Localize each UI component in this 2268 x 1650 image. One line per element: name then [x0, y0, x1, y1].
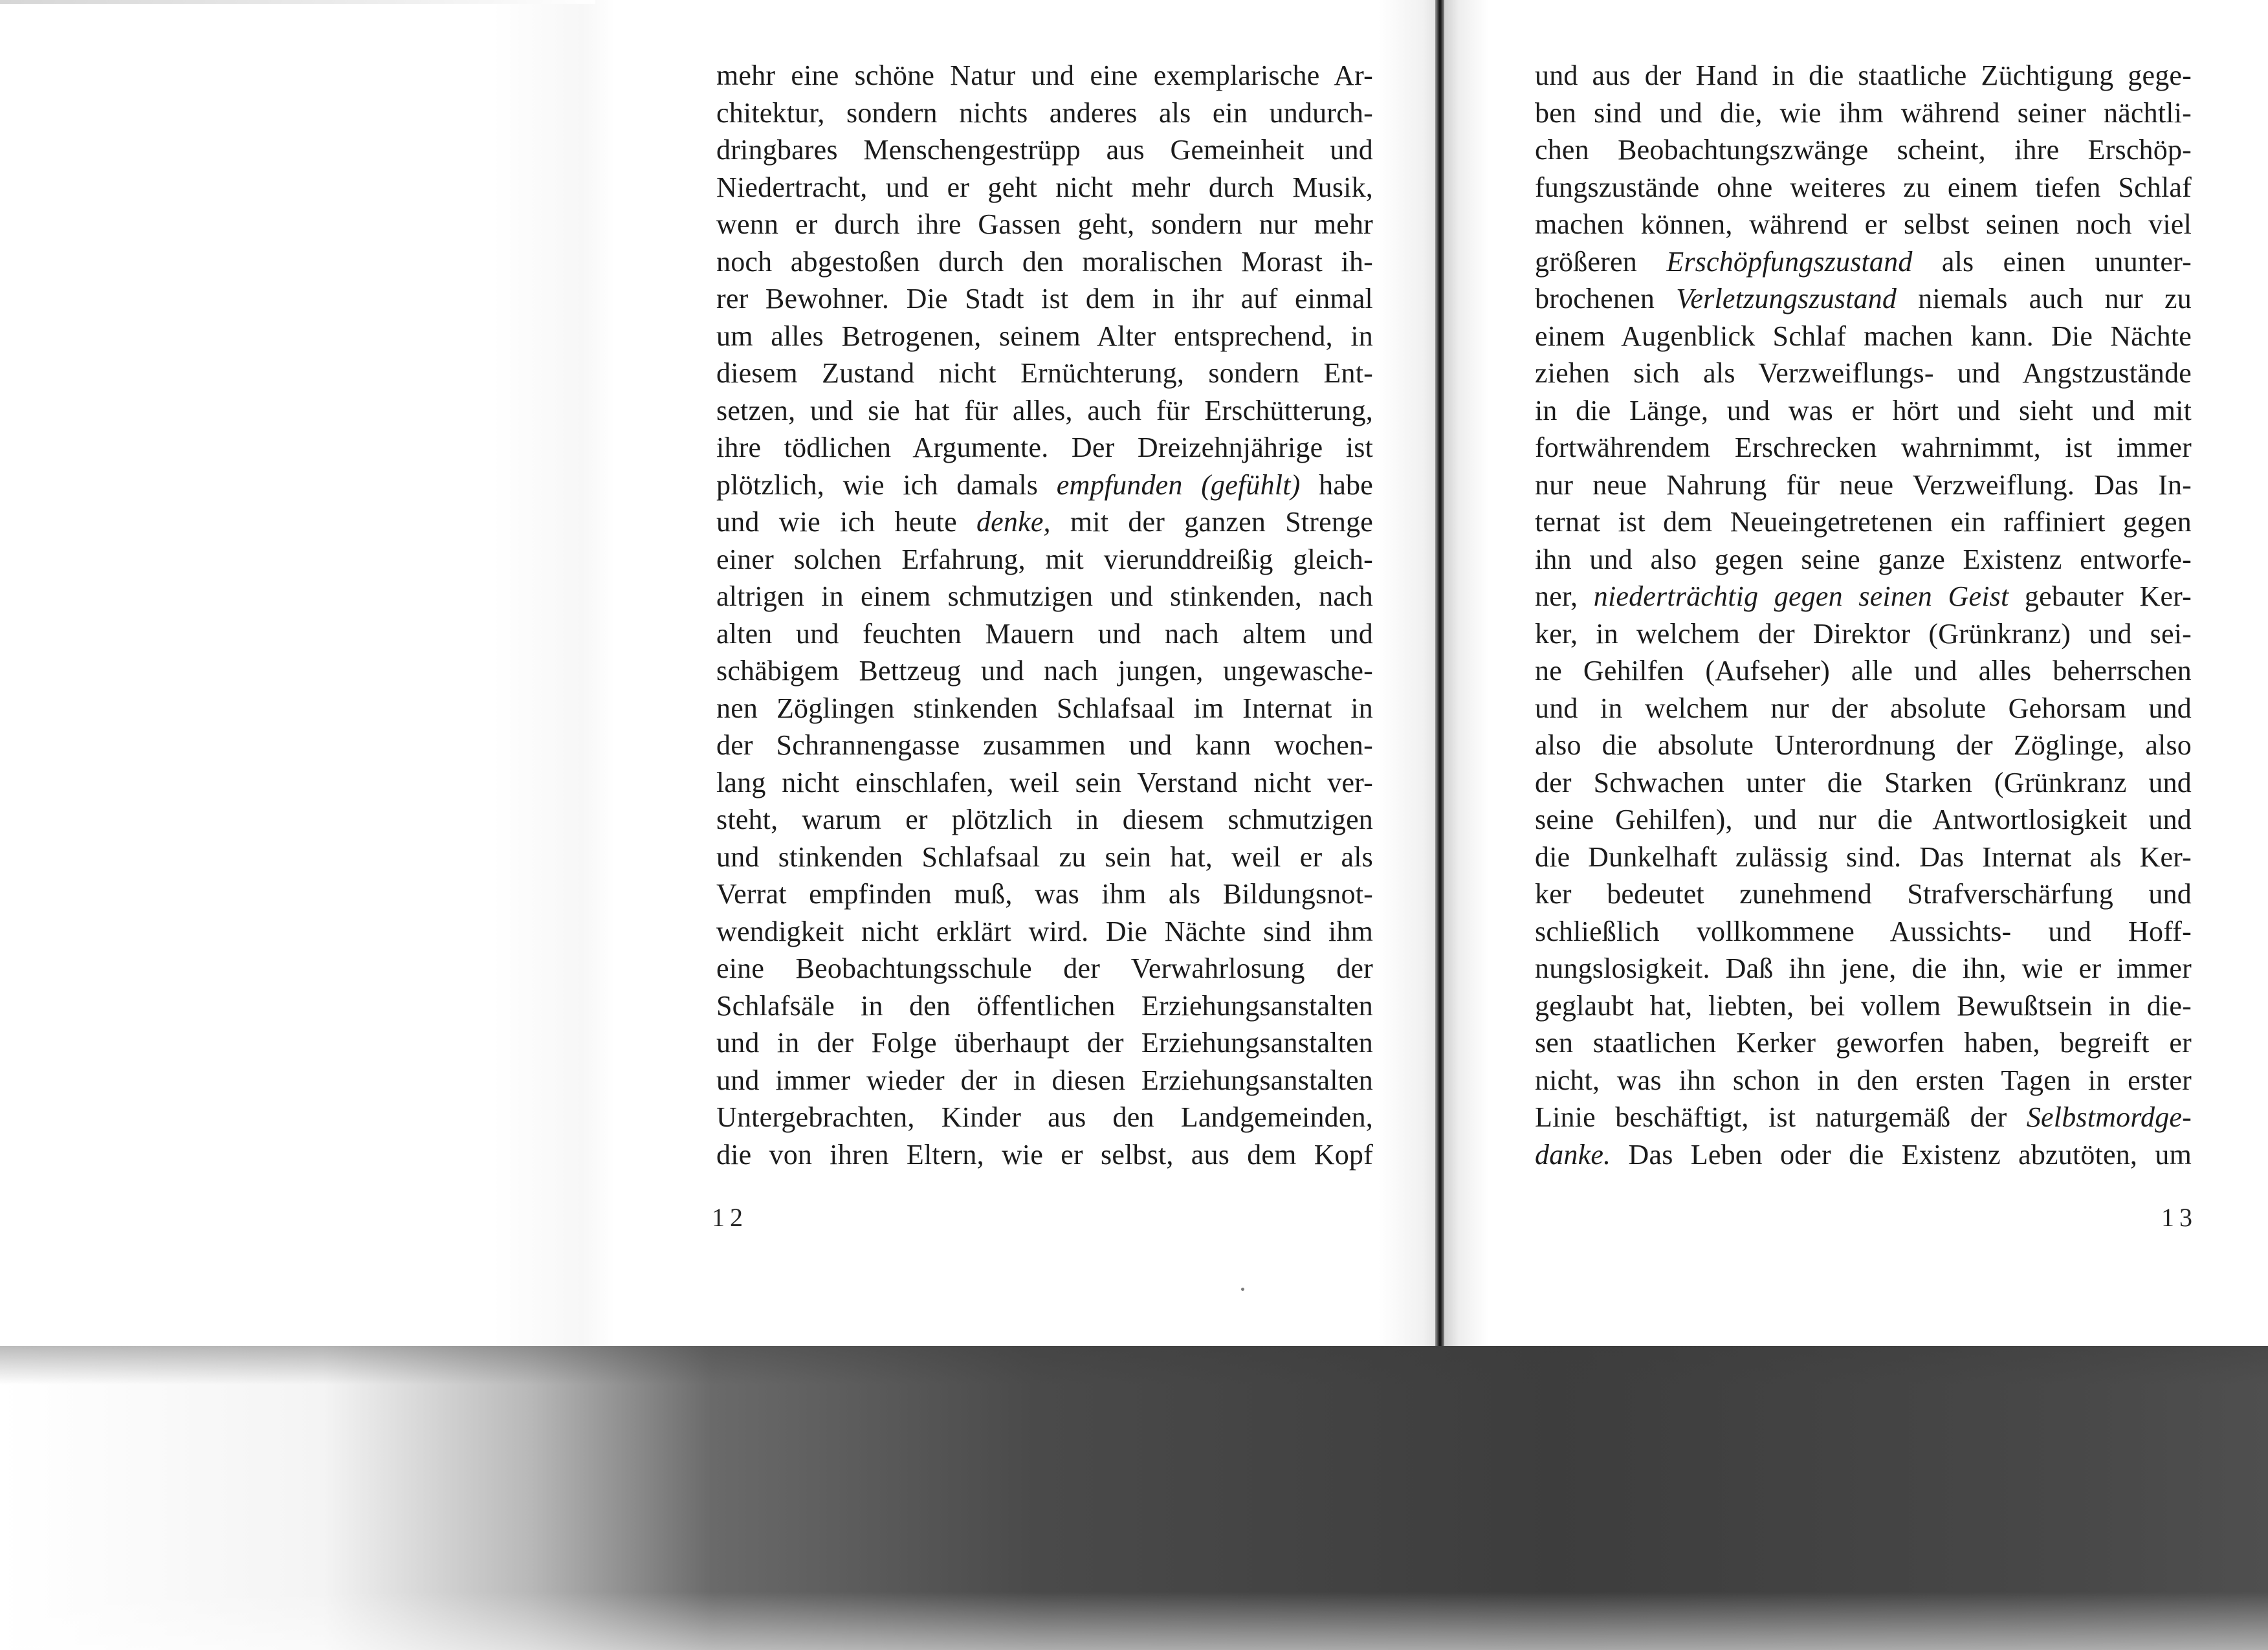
text-run: einer solchen Erfahrung, mit vierunddreißig gleich- [716, 543, 1373, 575]
text-run: eine Beobachtungsschule der Verwahrlosung der [716, 952, 1373, 984]
text-run: wenn er durch ihre Gassen geht, sondern nur mehr [716, 208, 1373, 240]
text-run: und aus der Hand in die staatliche Züchtigung gege- [1535, 60, 2192, 91]
text-run: als einen ununter- [1912, 245, 2192, 278]
text-run: steht, warum er plötzlich in diesem schmutzigen [716, 804, 1373, 835]
text-run: Verrat empfinden muß, was ihm als Bildungsnot- [716, 878, 1373, 910]
italic-text: niederträchtig gegen seinen Geist [1593, 580, 2009, 612]
text-run: plötzlich, wie ich damals [716, 468, 1057, 501]
text-line [1535, 690, 2192, 727]
text-line [716, 764, 1373, 802]
text-line [1535, 131, 2192, 169]
text-run: größeren [1535, 245, 1667, 278]
text-run: fungszustände ohne weiteres zu einem tiefen Schlaf [1535, 171, 2192, 203]
text-line [716, 429, 1373, 467]
text-run: niemals auch nur zu [1897, 283, 2192, 314]
text-run: brochenen [1535, 283, 1677, 314]
text-run: mehr eine schöne Natur und eine exemplarische Ar- [716, 60, 1373, 91]
right-page-body-text [1535, 57, 2192, 1173]
text-run: und in welchem nur der absolute Gehorsam und [1535, 692, 2192, 724]
text-line [1535, 913, 2192, 951]
scan-speck [1241, 1288, 1244, 1291]
text-line [716, 652, 1373, 690]
text-run: in die Länge, und was er hört und sieht und mit [1535, 394, 2192, 426]
text-run: die von ihren Eltern, wie er selbst, aus dem Kopf [716, 1138, 1373, 1171]
italic-text: danke. [1535, 1138, 1611, 1171]
text-line [1535, 280, 2192, 318]
text-run: altrigen in einem schmutzigen und stinkenden, nach [716, 580, 1373, 612]
text-line [716, 541, 1373, 578]
text-line [1535, 318, 2192, 355]
text-line [716, 875, 1373, 913]
text-line [716, 57, 1373, 94]
text-line [1535, 1136, 2192, 1174]
text-run: und immer wieder der in diesen Erziehungsanstalten [716, 1064, 1373, 1096]
text-line [716, 94, 1373, 132]
text-run: dringbares Menschengestrüpp aus Gemeinheit und [716, 134, 1373, 166]
text-line [1535, 727, 2192, 764]
text-line [1535, 987, 2192, 1025]
text-run: alten und feuchten Mauern und nach altem und [716, 617, 1373, 650]
text-line [716, 131, 1373, 169]
scan-edge-top [0, 0, 595, 4]
italic-text: Verletzungszustand [1676, 283, 1897, 314]
text-run: ker, in welchem der Direktor (Grünkranz) und sei- [1535, 617, 2192, 650]
text-line [1535, 801, 2192, 839]
italic-text: Selbstmordge- [2026, 1101, 2192, 1133]
text-line [1535, 1024, 2192, 1062]
text-line [1535, 169, 2192, 206]
text-run: und in der Folge überhaupt der Erziehungsanstalten [716, 1027, 1373, 1059]
text-line [1535, 355, 2192, 392]
text-run: ker bedeutet zunehmend Strafverschärfung und [1535, 878, 2192, 910]
text-run: wendigkeit nicht erklärt wird. Die Nächte sind ihm [716, 915, 1373, 947]
text-run: und stinkenden Schlafsaal zu sein hat, weil er als [716, 841, 1373, 873]
text-run: schließlich vollkommene Aussichts- und Hoff- [1535, 915, 2192, 947]
text-run: ternat ist dem Neueingetretenen ein raffiniert gegen [1535, 506, 2192, 538]
text-line [716, 280, 1373, 318]
text-line [716, 1024, 1373, 1062]
text-run: ben sind und die, wie ihm während seiner nächtli- [1535, 96, 2192, 129]
text-line [1535, 503, 2192, 541]
text-run: nungslosigkeit. Daß ihn jene, die ihn, wie er immer [1535, 952, 2192, 984]
italic-text: empfunden (gefühlt) [1056, 468, 1301, 501]
text-line [716, 318, 1373, 355]
text-line [1535, 1099, 2192, 1136]
text-run: gebauter Ker- [2009, 580, 2192, 612]
italic-text: denke, [976, 506, 1051, 538]
text-run: nen Zöglingen stinkenden Schlafsaal im Internat in [716, 692, 1373, 724]
text-run: also die absolute Unterordnung der Zöglinge, also [1535, 729, 2192, 761]
text-line [716, 801, 1373, 839]
text-line [1535, 615, 2192, 653]
text-run: einem Augenblick Schlaf machen kann. Die Nächte [1535, 320, 2192, 352]
text-run: seine Gehilfen), und nur die Antwortlosigkeit und [1535, 804, 2192, 835]
text-line [716, 690, 1373, 727]
text-run: ne Gehilfen (Aufseher) alle und alles beherrschen [1535, 655, 2192, 687]
text-run: noch abgestoßen durch den moralischen Morast ih- [716, 245, 1373, 278]
text-line [1535, 541, 2192, 578]
text-line [716, 839, 1373, 876]
text-line [1535, 950, 2192, 987]
text-line [716, 1136, 1373, 1174]
text-run: fortwährendem Erschrecken wahrnimmt, ist immer [1535, 432, 2192, 463]
text-line [716, 578, 1373, 615]
right-page-number: 13 [2161, 1203, 2197, 1232]
text-line [716, 169, 1373, 206]
italic-text: Erschöpfungszustand [1666, 245, 1913, 278]
scan-shadow-fade [0, 1346, 2268, 1650]
text-line [716, 727, 1373, 764]
text-run: Untergebrachten, Kinder aus den Landgemeinden, [716, 1101, 1373, 1133]
text-run: Schlafsäle in den öffentlichen Erziehungsanstalten [716, 989, 1373, 1022]
text-line [716, 615, 1373, 653]
text-line [1535, 57, 2192, 94]
text-line [716, 392, 1373, 430]
text-run: chitektur, sondern nichts anderes als ein undurch- [716, 96, 1373, 129]
text-run: sen staatlichen Kerker geworfen haben, begreift er [1535, 1027, 2192, 1059]
text-run: die Dunkelhaft zulässig sind. Das Internat als Ker- [1535, 841, 2192, 873]
text-line [716, 243, 1373, 281]
text-line [1535, 875, 2192, 913]
text-run: ner, [1535, 580, 1594, 612]
text-run: und wie ich heute [716, 506, 976, 538]
text-line [716, 950, 1373, 987]
text-run: ihre tödlichen Argumente. Der Dreizehnjährige ist [716, 432, 1373, 463]
text-line [716, 987, 1373, 1025]
text-line [1535, 1062, 2192, 1099]
text-run: nicht, was ihn schon in den ersten Tagen in erster [1535, 1064, 2192, 1096]
text-line [716, 206, 1373, 243]
text-line [1535, 94, 2192, 132]
left-page-number: 12 [712, 1203, 748, 1232]
text-run: diesem Zustand nicht Ernüchterung, sondern Ent- [716, 357, 1373, 389]
book-spine [1435, 0, 1444, 1372]
left-page-body-text [716, 57, 1373, 1173]
text-run: habe [1300, 468, 1373, 501]
text-run: der Schrannengasse zusammen und kann wochen- [716, 729, 1373, 761]
text-run: Linie beschäftigt, ist naturgemäß der [1535, 1101, 2027, 1133]
text-line [1535, 243, 2192, 281]
text-run: chen Beobachtungszwänge scheint, ihre Erschöp- [1535, 134, 2192, 166]
text-line [1535, 652, 2192, 690]
text-line [1535, 764, 2192, 802]
text-line [716, 913, 1373, 951]
text-run: um alles Betrogenen, seinem Alter entsprechend, in [716, 320, 1373, 352]
text-line [716, 503, 1373, 541]
text-line [1535, 467, 2192, 504]
text-run: rer Bewohner. Die Stadt ist dem in ihr auf einmal [716, 283, 1373, 314]
text-line [1535, 839, 2192, 876]
text-line [1535, 206, 2192, 243]
text-line [716, 1099, 1373, 1136]
text-run: Das Leben oder die Existenz abzutöten, um [1611, 1138, 2192, 1171]
text-line [1535, 429, 2192, 467]
text-run: der Schwachen unter die Starken (Grünkranz und [1535, 766, 2192, 798]
text-run: machen können, während er selbst seinen noch viel [1535, 208, 2192, 240]
text-line [1535, 392, 2192, 430]
text-run: lang nicht einschlafen, weil sein Verstand nicht ver- [716, 766, 1373, 798]
text-run: Niedertracht, und er geht nicht mehr durch Musik, [716, 171, 1373, 203]
scan-background-left [0, 0, 615, 1372]
text-run: ziehen sich als Verzweiflungs- und Angstzustände [1535, 357, 2192, 389]
text-run: schäbigem Bettzeug und nach jungen, ungewasche- [716, 655, 1373, 687]
text-run: ihn und also gegen seine ganze Existenz entworfe- [1535, 543, 2192, 575]
text-run: mit der ganzen Strenge [1050, 506, 1374, 538]
text-line [716, 467, 1373, 504]
text-run: setzen, und sie hat für alles, auch für Erschütterung, [716, 394, 1373, 426]
text-line [1535, 578, 2192, 615]
text-run: geglaubt hat, liebten, bei vollem Bewußtsein in die- [1535, 989, 2192, 1022]
text-run: nur neue Nahrung für neue Verzweiflung. Das In- [1535, 468, 2192, 501]
text-line [716, 355, 1373, 392]
text-line [716, 1062, 1373, 1099]
